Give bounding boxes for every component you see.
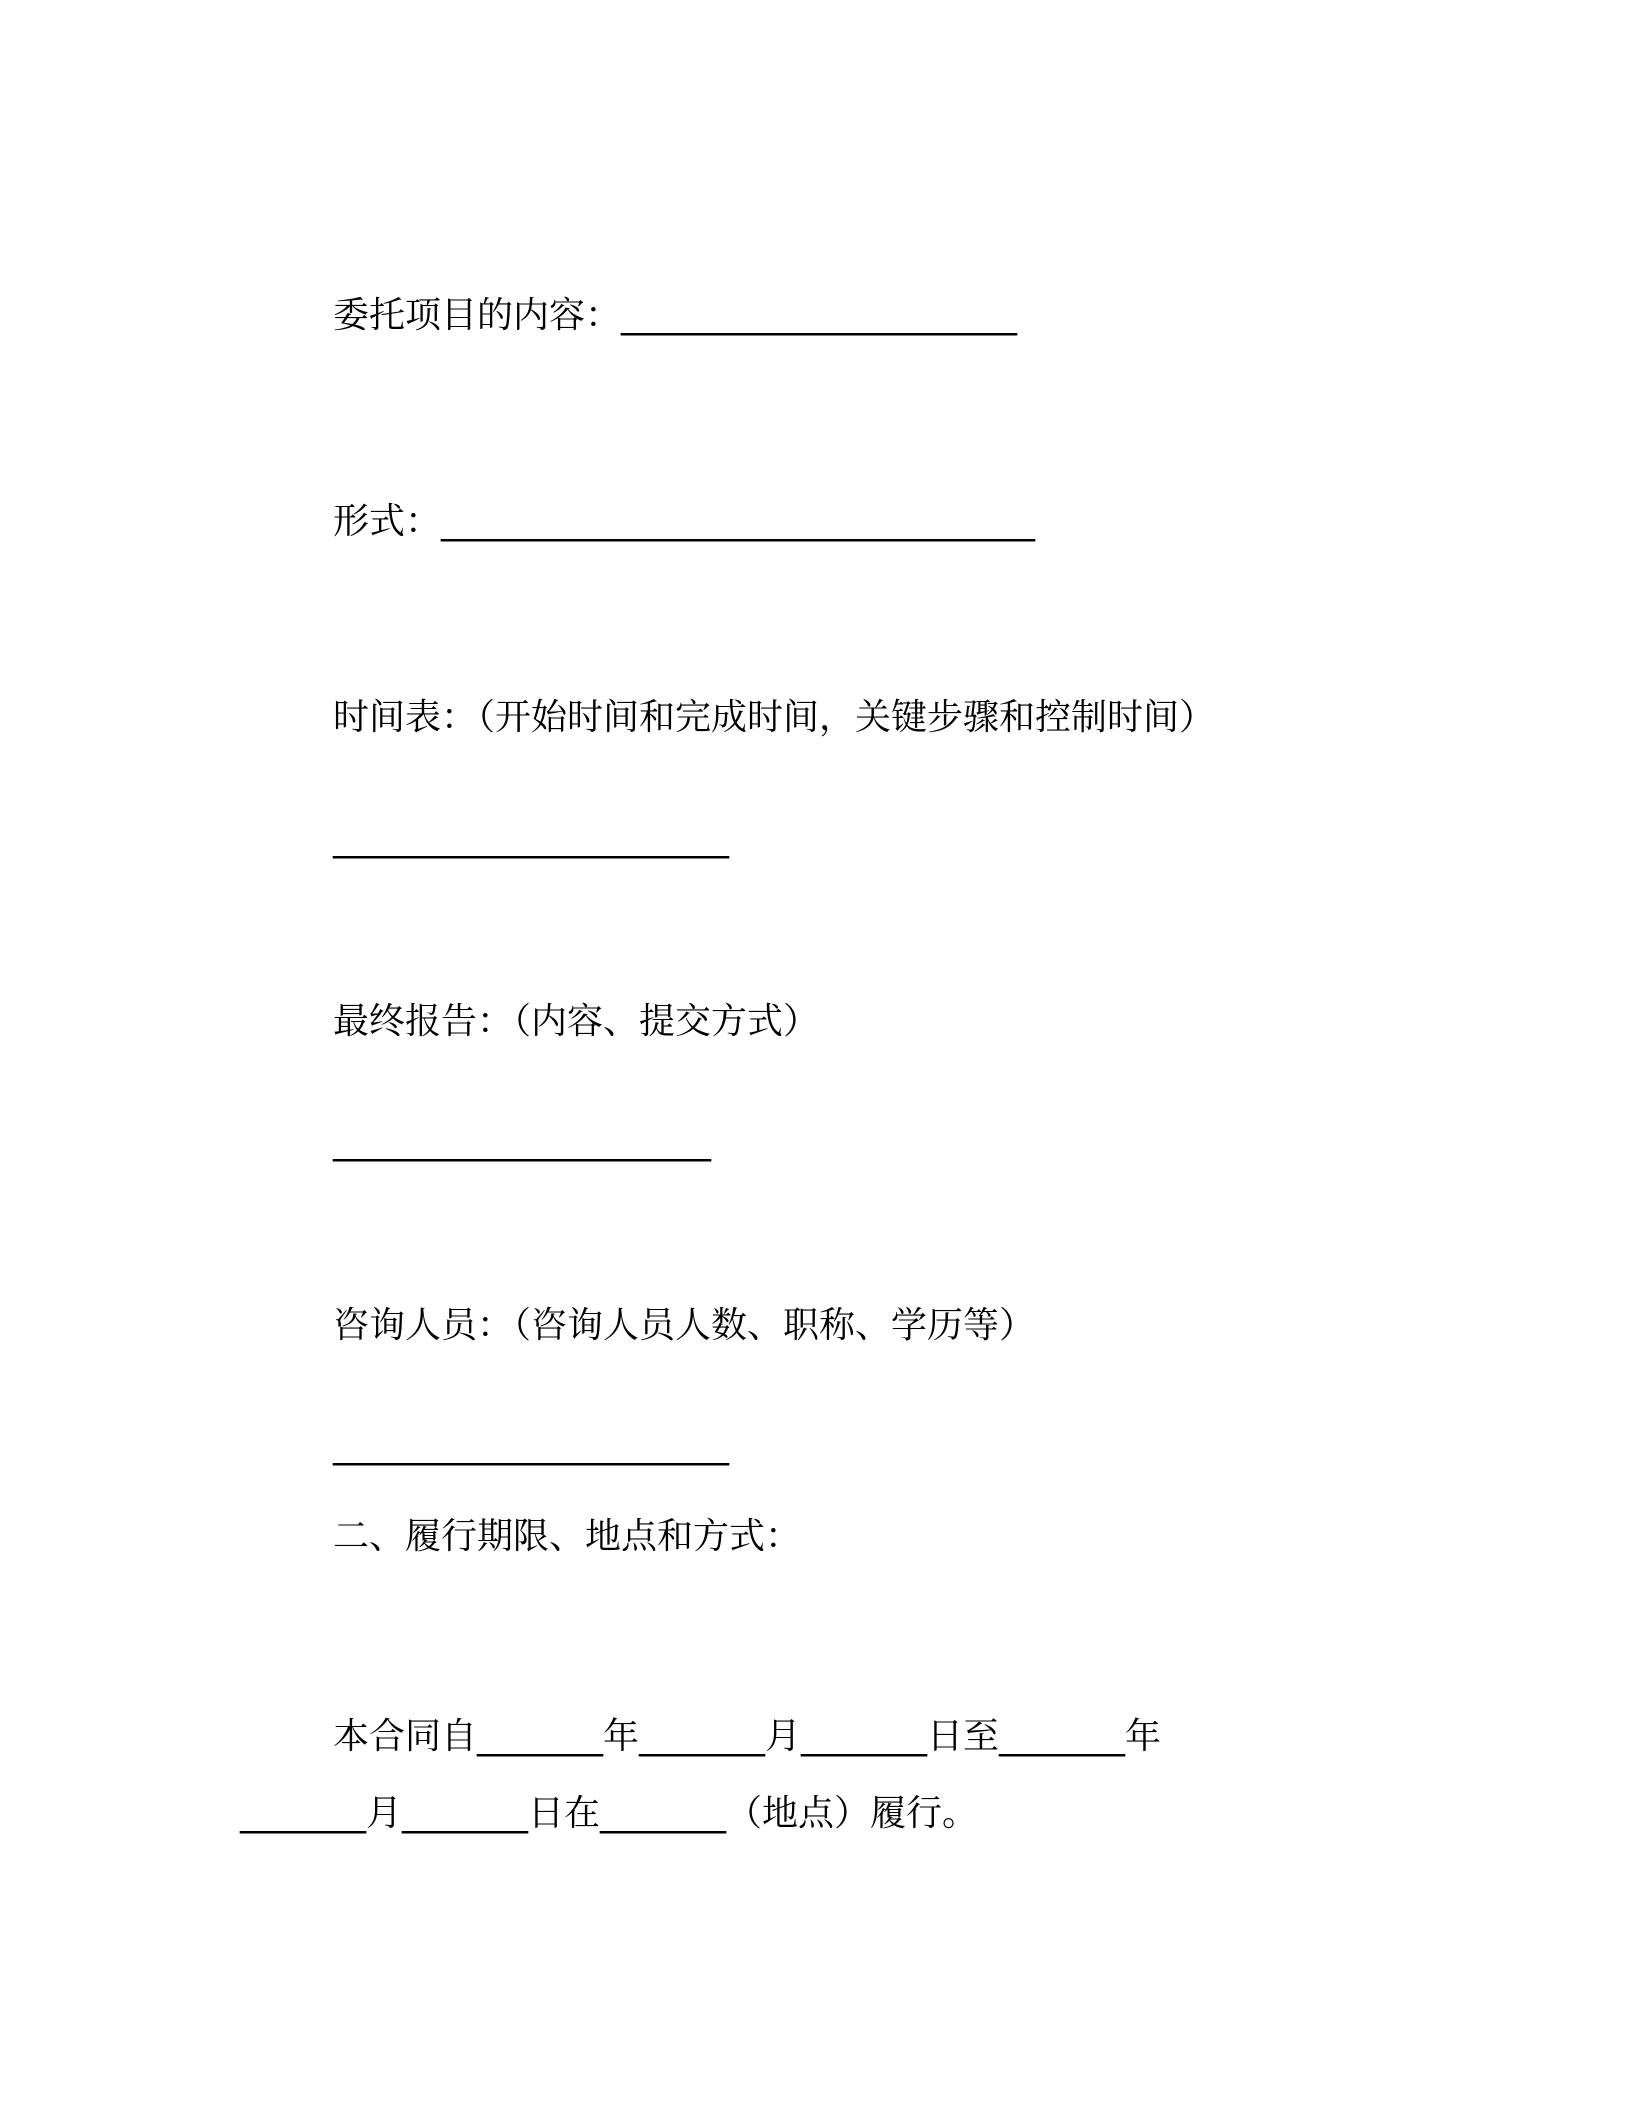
final-report-line: 最终报告：（内容、提交方式） — [333, 1001, 820, 1042]
final-report-blank-line: _____________________ — [333, 1121, 711, 1162]
contract-period-continuation-line: _______月_______日在_______（地点）履行。 — [240, 1793, 979, 1834]
consultants-blank-line: ______________________ — [333, 1425, 729, 1466]
section-two-heading: 二、履行期限、地点和方式： — [333, 1516, 802, 1557]
form-line: 形式：_________________________________ — [333, 501, 1036, 542]
consultants-line: 咨询人员：（咨询人员人数、职称、学历等） — [333, 1305, 1036, 1346]
entrusted-project-content-line: 委托项目的内容：______________________ — [333, 295, 1018, 336]
schedule-blank-line: ______________________ — [333, 818, 729, 859]
contract-period-line: 本合同自_______年_______月_______日至_______年 — [333, 1716, 1162, 1757]
schedule-line: 时间表：（开始时间和完成时间，关键步骤和控制时间） — [333, 697, 1216, 738]
